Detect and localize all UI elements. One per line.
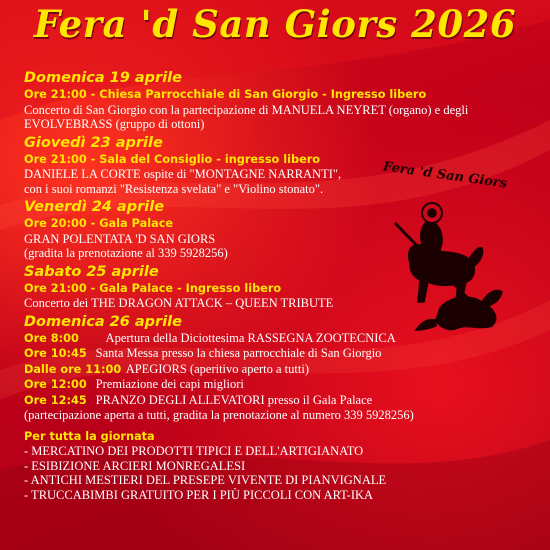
- event-time: Ore 10:45: [24, 347, 87, 360]
- schedule-row: [24, 362, 524, 378]
- event-description: Concerto di San Giorgio con la partecipazione di MANUELA NEYRET (organo) e degli: [24, 102, 469, 117]
- all-day-section: [24, 429, 524, 503]
- event-description: (partecipazione aperta a tutti, gradita la prenotazione al numero 339 5928256): [24, 408, 414, 422]
- event-time-venue: Ore 21:00 - Gala Palace - Ingresso libero: [24, 281, 282, 295]
- all-day-heading: Per tutta la giornata: [24, 429, 155, 443]
- event-description: GRAN POLENTATA 'D SAN GIORS: [24, 231, 216, 246]
- saint-george-logo: [370, 159, 520, 338]
- schedule-row: [24, 393, 524, 409]
- event-time-venue: Ore 21:00 - Sala del Consiglio - ingresso libero: [24, 152, 321, 166]
- day-heading: Sabato 25 aprile: [24, 263, 159, 280]
- all-day-item: - MERCATINO DEI PRODOTTI TIPICI E DELL'ARTIGIANATO: [24, 444, 364, 458]
- event-time: Ore 8:00: [24, 331, 79, 345]
- all-day-item: - ANTICHI MESTIERI DEL PRESEPE VIVENTE DI PIANVIGNALE: [24, 473, 387, 487]
- event-description: DANIELE LA CORTE ospite di "MONTAGNE NARRANTI",: [24, 167, 342, 181]
- poster-title: Fera 'd San Giors 2026: [33, 2, 517, 46]
- day-heading: Domenica 26 aprile: [24, 313, 182, 330]
- event-text: PRANZO DEGLI ALLEVATORI presso il Gala Palace: [95, 392, 373, 407]
- event-text: Santa Messa presso la chiesa parrocchiale di San Giorgio: [95, 346, 382, 360]
- event-description: EVOLVEBRASS (gruppo di ottoni): [24, 117, 205, 131]
- schedule-row: [24, 377, 524, 393]
- logo-title: Fera 'd San Giors: [382, 159, 508, 192]
- event-description: con i suoi romanzi "Resistenza svelata" e "Violino stonato".: [24, 181, 324, 196]
- all-day-item: - TRUCCABIMBI GRATUITO PER I PIÙ PICCOLI CON ART-IKA: [24, 487, 374, 502]
- event-text: Premiazione dei capi migliori: [95, 377, 244, 391]
- day-section: [24, 70, 524, 132]
- event-text: Apertura della Diciottesima RASSEGNA ZOOTECNICA: [105, 330, 396, 345]
- event-time-venue: Ore 21:00 - Chiesa Parrocchiale di San Giorgio - Ingresso libero: [24, 88, 427, 101]
- dragon-knight-icon: [370, 168, 520, 338]
- day-heading: Domenica 19 aprile: [24, 70, 182, 86]
- event-time: Dalle ore 11:00: [24, 362, 122, 376]
- event-time: Ore 12:45: [24, 393, 87, 407]
- event-time: Ore 12:00: [24, 378, 87, 391]
- all-day-item: - ESIBIZIONE ARCIERI MONREGALESI: [24, 458, 246, 473]
- schedule-row: [24, 346, 524, 362]
- day-heading: Venerdì 24 aprile: [24, 199, 165, 215]
- event-description: Concerto dei THE DRAGON ATTACK – QUEEN TRIBUTE: [24, 296, 334, 310]
- event-description: (gradita la prenotazione al 339 5928256): [24, 246, 228, 260]
- event-time-venue: Ore 20:00 - Gala Palace: [24, 217, 174, 230]
- event-text: APEGIORS (aperitivo aperto a tutti): [125, 361, 309, 376]
- day-heading: Giovedì 23 aprile: [24, 134, 163, 151]
